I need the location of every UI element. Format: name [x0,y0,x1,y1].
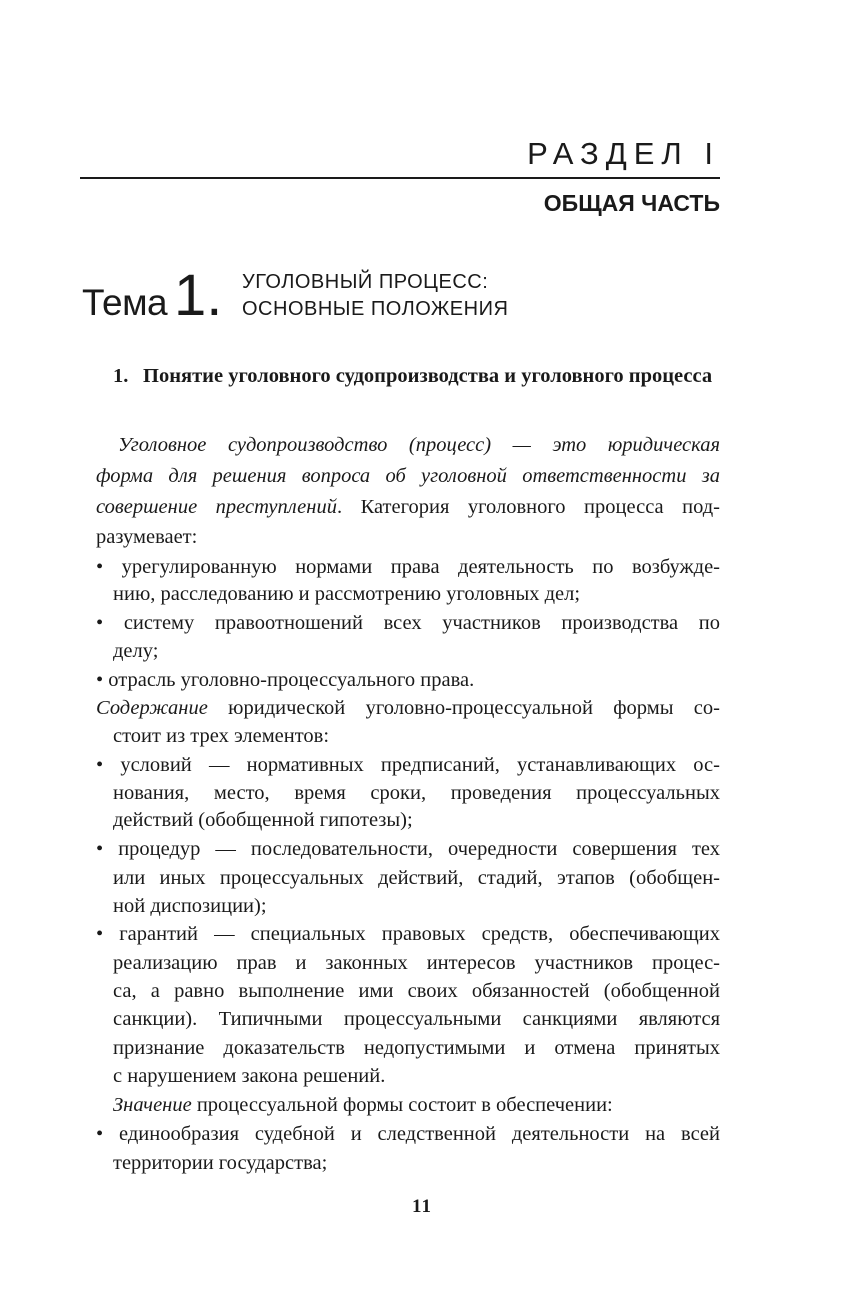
list-2-item-3-line-1: • гарантий — специальных правовых средств, обеспечивающих [96,923,720,945]
section-heading-number: 1. [113,365,129,387]
list-2-item-2-line-1: • процедур — последовательности, очередности совершения тех [96,838,720,860]
paragraph-3-line-1-rest: процессуальной формы состоит в обеспечении: [191,1094,613,1116]
page-number: 11 [412,1196,432,1217]
paragraph-2-line-1-rest: юридической уголовно-процессуальной формы со- [207,697,720,719]
list-1-item-3-line-1: • отрасль уголовно-процессуального права. [96,669,475,691]
paragraph-1-line-2: форма для решения вопроса об уголовной ответственности за [96,465,720,487]
header-rule [80,177,720,179]
section-heading-text: Понятие уголовного судопроизводства и уголовного процесса [143,365,713,387]
list-2-item-1-line-2: нования, место, время сроки, проведения процессуальных [113,782,720,804]
paragraph-1-line-4: разумевает: [96,526,198,548]
paragraph-1-italic-term: совершение преступлений [96,496,337,518]
paragraph-3-italic-term: Значение [113,1094,192,1116]
section-label: РАЗДЕЛ I [527,136,720,171]
topic-word: Тема [82,282,168,323]
paragraph-2-line-2: стоит из трех элементов: [113,725,330,747]
section-heading [113,361,723,391]
paragraph-3-line-1 [113,1091,613,1119]
topic-number: 1. [174,263,223,328]
list-2-item-3-line-6: с нарушением закона решений. [113,1065,386,1087]
list-2-item-2-line-3: ной диспозиции); [113,895,267,917]
list-1-item-2-line-1: • систему правоотношений всех участников производства по [96,612,720,634]
list-1-item-2-line-2: делу; [113,640,159,662]
list-2-item-1-line-3: действий (обобщенной гипотезы); [113,809,413,831]
list-1-item-1-line-2: нию, расследованию и рассмотрению уголовных дел; [113,583,581,605]
paragraph-2-italic-term: Содержание [96,697,208,719]
topic-title-line-1: УГОЛОВНЫЙ ПРОЦЕСС: [242,271,489,293]
paragraph-1-line-1: Уголовное судопроизводство (процесс) — это юридическая [118,434,720,456]
list-3-item-1-line-1: • единообразия судебной и следственной деятельности на всей [96,1123,720,1145]
part-title: ОБЩАЯ ЧАСТЬ [543,190,720,216]
paragraph-1-line-3 [96,493,720,521]
list-3-item-1-line-2: территории государства; [113,1152,328,1174]
list-2-item-3-line-2: реализацию прав и законных интересов участников процес- [113,952,720,974]
list-2-item-3-line-4: санкции). Типичными процессуальными санкциями являются [113,1008,720,1030]
paragraph-2-line-1 [96,694,720,722]
paragraph-1-line-3-rest: . Категория уголовного процесса под- [336,496,721,518]
list-2-item-2-line-2: или иных процессуальных действий, стадий, этапов (обобщен- [113,867,720,889]
topic-title-line-2: ОСНОВНЫЕ ПОЛОЖЕНИЯ [242,298,509,320]
list-1-item-1-line-1: • урегулированную нормами права деятельность по возбужде- [96,556,720,578]
list-2-item-3-line-3: са, а равно выполнение ими своих обязанностей (обобщенной [113,980,720,1002]
list-2-item-1-line-1: • условий — нормативных предписаний, устанавливающих ос- [96,754,720,776]
list-2-item-3-line-5: признание доказательств недопустимыми и отмена принятых [113,1037,720,1059]
